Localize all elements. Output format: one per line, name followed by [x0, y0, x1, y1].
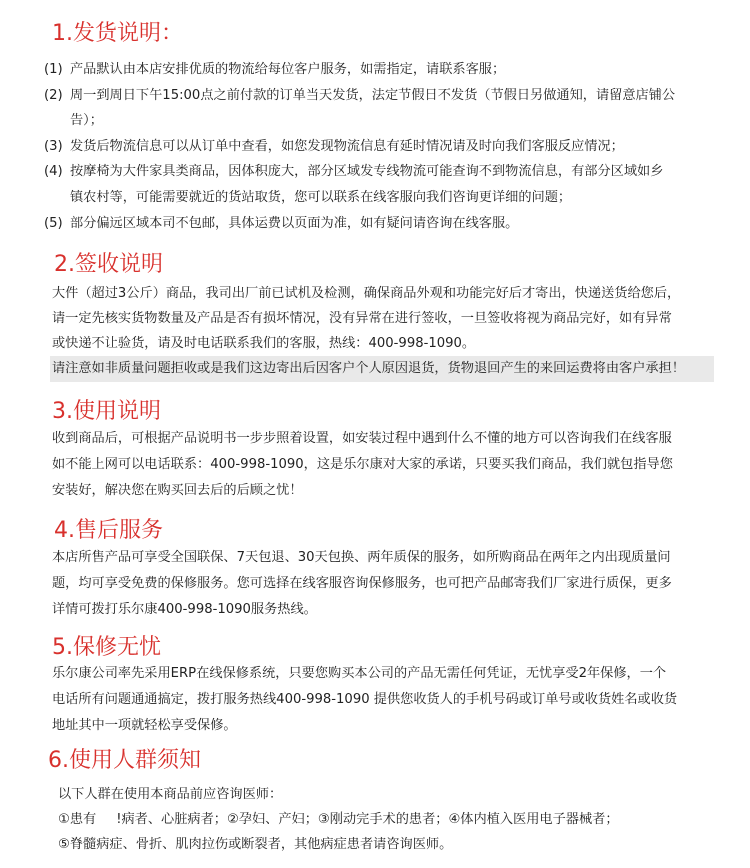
section-title-shipping: 1.发货说明：	[52, 21, 183, 46]
list-item-number: (4)	[44, 164, 63, 179]
list-item-number: (3)	[44, 139, 63, 154]
list-item-text: 镇农村等，可能需要就近的货站取货，您可以联系在线客服向我们咨询更详细的问题；	[70, 190, 572, 205]
list-item-text: 发货后物流信息可以从订单中查看，如您发现物流信息有延时情况请及时向我们客服反应情况；	[70, 139, 624, 154]
list-item-number: (5)	[44, 216, 63, 231]
paragraph-line: 地址其中一项就轻松享受保修。	[52, 718, 237, 733]
section-title-user-notice: 6.使用人群须知	[48, 748, 201, 773]
paragraph-line: 请一定先核实货物数量及产品是否有损坏情况，没有异常在进行签收，一旦签收将视为商品完好，如有异常	[52, 311, 672, 326]
list-item-number: (2)	[44, 88, 63, 103]
list-item-number: (1)	[44, 62, 63, 77]
paragraph-line: 电话所有问题通通搞定，拨打服务热线400-998-1090 提供您收货人的手机号码或订单号或收货姓名或收货	[52, 692, 678, 707]
list-item-text: 部分偏远区域本司不包邮，具体运费以页面为准，如有疑问请咨询在线客服。	[70, 216, 519, 231]
list-item-text: 产品默认由本店安排优质的物流给每位客户服务，如需指定，请联系客服；	[70, 62, 506, 77]
section-title-after-sales: 4.售后服务	[54, 518, 163, 543]
paragraph-line: 乐尔康公司率先采用ERP在线保修系统，只要您购买本公司的产品无需任何凭证，无忧享受2年保修，一个	[52, 666, 667, 681]
paragraph-line: 本店所售产品可享受全国联保、7天包退、30天包换、两年质保的服务，如所购商品在两年之内出现质量问	[52, 550, 671, 565]
paragraph-line: 题，均可享受免费的保修服务。您可选择在线客服咨询保修服务，也可把产品邮寄我们厂家进行质保，更多	[52, 576, 672, 591]
text-fragment: !病者、心脏病者；②孕妇、产妇；③刚动完手术的患者；④体内植入医用电子器械者；	[116, 812, 619, 827]
paragraph-line: 大件（超过3公斤）商品，我司出厂前已试机及检测，确保商品外观和功能完好后才寄出，快递送货给您后，	[52, 286, 681, 301]
section-title-warranty: 5.保修无忧	[52, 635, 161, 660]
list-item-text: 周一到周日下午15:00点之前付款的订单当天发货，法定节假日不发货（节假日另做通知，请留意店铺公	[70, 88, 676, 103]
paragraph-line: 详情可拨打乐尔康400-998-1090服务热线。	[52, 602, 317, 617]
highlighted-notice: 请注意如非质量问题拒收或是我们这边寄出后因客户个人原因退货，货物退回产生的来回运费将由客户承担！	[50, 356, 714, 382]
paragraph-line: 以下人群在使用本商品前应咨询医师：	[58, 787, 283, 802]
list-item-text: 按摩椅为大件家具类商品，因体积庞大，部分区域发专线物流可能查询不到物流信息，有部分区域如乡	[70, 164, 664, 179]
section-title-usage: 3.使用说明	[52, 399, 161, 424]
paragraph-line: 收到商品后，可根据产品说明书一步步照着设置，如安装过程中遇到什么不懂的地方可以咨询我们在线客服	[52, 431, 672, 446]
list-item-text: 告）；	[70, 113, 103, 128]
paragraph-line: 如不能上网可以电话联系：400-998-1090，这是乐尔康对大家的承诺，只要买我们商品，我们就包指导您	[52, 457, 673, 472]
text-fragment: ①患有	[58, 812, 97, 827]
paragraph-line: 或快递不让验货，请及时电话联系我们的客服，热线：400-998-1090。	[52, 336, 476, 351]
paragraph-line	[58, 807, 619, 833]
paragraph-line: ⑤脊髓病症、骨折、肌肉拉伤或断裂者，其他病症患者请咨询医师。	[58, 837, 453, 852]
paragraph-line: 安装好，解决您在购买回去后的后顾之忧！	[52, 483, 303, 498]
section-title-receipt: 2.签收说明	[54, 252, 163, 277]
